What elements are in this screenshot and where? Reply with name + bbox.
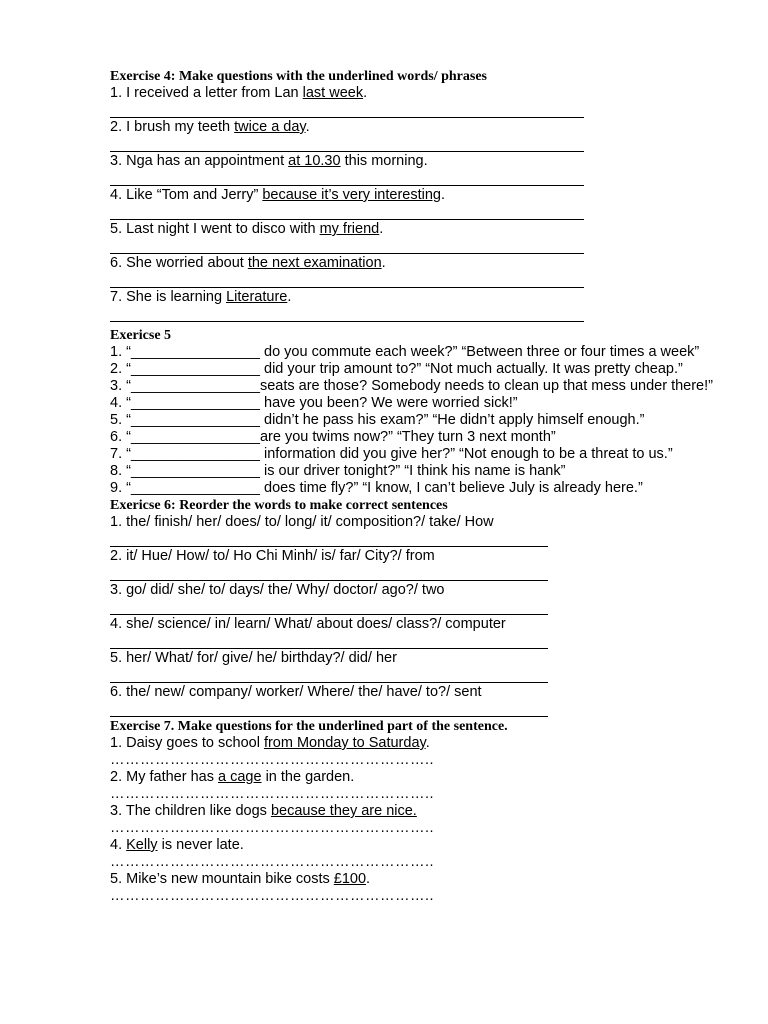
ex4-question-4: 4. Like “Tom and Jerry” because it’s very interesting. xyxy=(110,187,446,203)
ex4-question-2: 2. I brush my teeth twice a day. xyxy=(110,119,310,135)
underlined-phrase: at 10.30 xyxy=(288,153,341,169)
ex4-question-7: 7. She is learning Literature. xyxy=(110,289,292,305)
exercise-7 xyxy=(110,718,730,905)
ex6-item-5: 5. her/ What/ for/ give/ he/ birthday?/ did/ her xyxy=(110,650,397,666)
exercise-4 xyxy=(110,68,730,322)
ex6-answer-line-3[interactable] xyxy=(110,614,548,615)
underlined-phrase: because they are nice. xyxy=(270,803,417,819)
ex6-item-6: 6. the/ new/ company/ worker/ Where/ the/ have/ to?/ sent xyxy=(110,684,482,700)
ex4-question-1: 1. I received a letter from Lan last week. xyxy=(110,85,368,101)
exercise-6-title: Exericse 6: Reorder the words to make correct sentences xyxy=(110,498,448,513)
ex7-question-4: 4. Kelly is never late. xyxy=(110,837,244,853)
ex7-answer-dots-5[interactable]: ……………………………………………………….. xyxy=(110,888,435,904)
ex6-answer-line-6[interactable] xyxy=(110,716,548,717)
ex6-item-3: 3. go/ did/ she/ to/ days/ the/ Why/ doctor/ ago?/ two xyxy=(110,582,445,598)
underlined-phrase: from Monday to Saturday xyxy=(263,735,426,751)
ex4-answer-line-3[interactable] xyxy=(110,185,584,186)
exercise-5 xyxy=(110,327,730,497)
ex4-question-3: 3. Nga has an appointment at 10.30 this morning. xyxy=(110,153,428,169)
ex6-item-2: 2. it/ Hue/ How/ to/ Ho Chi Minh/ is/ far/ City?/ from xyxy=(110,548,435,564)
underlined-phrase: because it’s very interesting xyxy=(262,187,441,203)
ex4-answer-line-7[interactable] xyxy=(110,321,584,322)
ex5-item-4: 4. “________________ have you been? We were worried sick!” xyxy=(110,395,518,411)
underlined-phrase: a cage xyxy=(218,769,262,785)
ex4-answer-line-2[interactable] xyxy=(110,151,584,152)
ex4-question-5: 5. Last night I went to disco with my friend. xyxy=(110,221,384,237)
ex5-item-3: 3. “________________seats are those? Somebody needs to clean up that mess under there!” xyxy=(110,378,713,394)
ex7-question-1: 1. Daisy goes to school from Monday to Saturday. xyxy=(110,735,430,751)
ex7-question-3: 3. The children like dogs because they are nice. xyxy=(110,803,417,819)
ex6-item-4: 4. she/ science/ in/ learn/ What/ about does/ class?/ computer xyxy=(110,616,506,632)
ex6-answer-line-1[interactable] xyxy=(110,546,548,547)
ex5-item-2: 2. “________________ did your trip amount to?” “Not much actually. It was pretty cheap.” xyxy=(110,361,683,377)
ex5-item-8: 8. “________________ is our driver tonight?” “I think his name is hank” xyxy=(110,463,566,479)
ex5-item-5: 5. “________________ didn’t he pass his exam?” “He didn’t apply himself enough.” xyxy=(110,412,645,428)
ex5-item-7: 7. “________________ information did you give her?” “Not enough to be a threat to us.” xyxy=(110,446,673,462)
ex4-answer-line-1[interactable] xyxy=(110,117,584,118)
underlined-phrase: last week xyxy=(302,85,364,101)
exercise-7-title: Exercise 7. Make questions for the underlined part of the sentence. xyxy=(110,719,508,734)
ex5-item-1: 1. “________________ do you commute each week?” “Between three or four times a week” xyxy=(110,344,700,360)
underlined-phrase: twice a day xyxy=(234,119,306,135)
ex5-item-9: 9. “________________ does time fly?” “I know, I can’t believe July is already here.” xyxy=(110,480,643,496)
underlined-phrase: £100 xyxy=(333,871,367,887)
underlined-phrase: Literature xyxy=(226,289,288,305)
ex7-question-2: 2. My father has a cage in the garden. xyxy=(110,769,355,785)
worksheet xyxy=(110,68,730,905)
ex7-answer-dots-2[interactable]: ……………………………………………………….. xyxy=(110,786,435,802)
underlined-phrase: Kelly xyxy=(126,837,158,853)
ex5-item-6: 6. “________________are you twims now?” “They turn 3 next month” xyxy=(110,429,556,445)
ex6-answer-line-4[interactable] xyxy=(110,648,548,649)
ex7-answer-dots-1[interactable]: ……………………………………………………….. xyxy=(110,752,435,768)
ex7-question-5: 5. Mike’s new mountain bike costs £100. xyxy=(110,871,371,887)
ex6-answer-line-5[interactable] xyxy=(110,682,548,683)
ex7-answer-dots-3[interactable]: ……………………………………………………….. xyxy=(110,820,435,836)
ex4-answer-line-4[interactable] xyxy=(110,219,584,220)
underlined-phrase: my friend xyxy=(319,221,380,237)
exercise-5-title: Exericse 5 xyxy=(110,328,172,343)
ex4-question-6: 6. She worried about the next examination. xyxy=(110,255,386,271)
exercise-4-title: Exercise 4: Make questions with the underlined words/ phrases xyxy=(110,69,487,84)
exercise-6 xyxy=(110,497,730,717)
underlined-phrase: the next examination xyxy=(247,255,382,271)
ex7-answer-dots-4[interactable]: ……………………………………………………….. xyxy=(110,854,435,870)
ex4-answer-line-6[interactable] xyxy=(110,287,584,288)
ex4-answer-line-5[interactable] xyxy=(110,253,584,254)
ex6-answer-line-2[interactable] xyxy=(110,580,548,581)
ex6-item-1: 1. the/ finish/ her/ does/ to/ long/ it/ composition?/ take/ How xyxy=(110,514,494,530)
